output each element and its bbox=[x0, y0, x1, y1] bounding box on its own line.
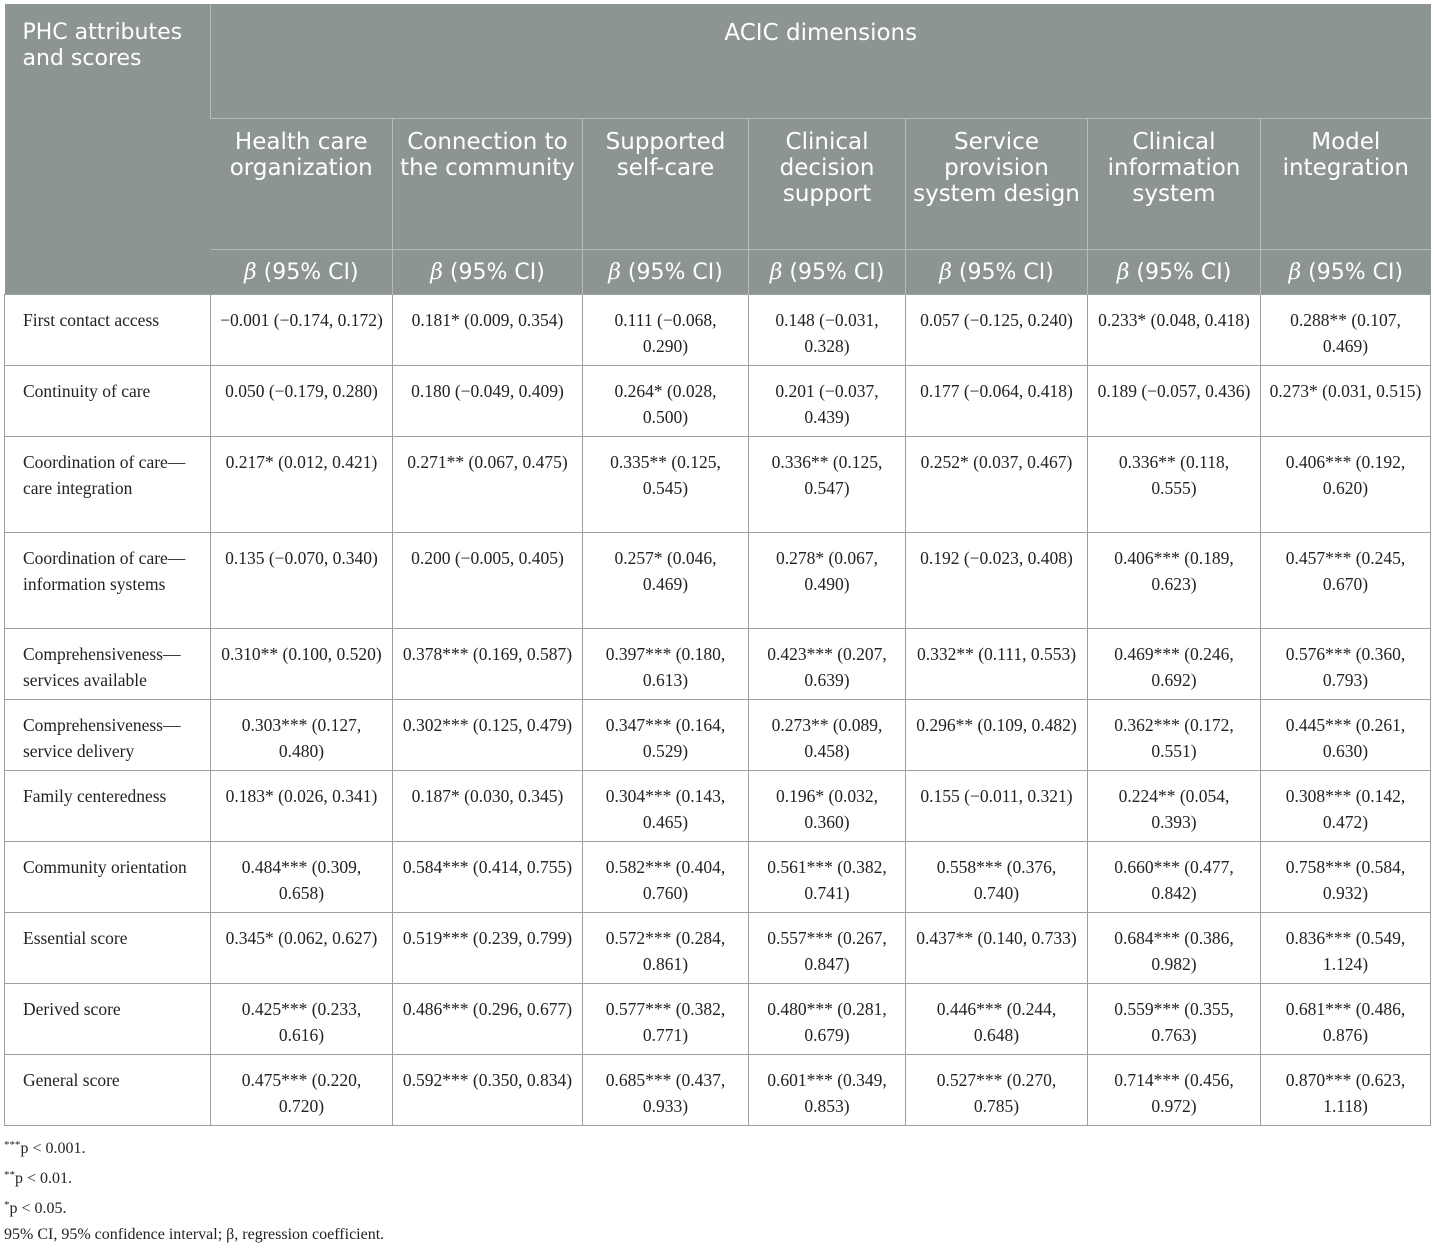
row-label: Essential score bbox=[5, 913, 211, 984]
table-header bbox=[5, 4, 1431, 295]
table-row bbox=[5, 984, 1431, 1055]
table-cell: 0.425*** (0.233, 0.616) bbox=[211, 984, 393, 1055]
table-cell: 0.336** (0.125, 0.547) bbox=[749, 437, 906, 533]
table-cell: 0.484*** (0.309, 0.658) bbox=[211, 842, 393, 913]
table-cell: 0.200 (−0.005, 0.405) bbox=[393, 533, 583, 629]
table-cell: 0.758*** (0.584, 0.932) bbox=[1261, 842, 1431, 913]
table-cell: 0.486*** (0.296, 0.677) bbox=[393, 984, 583, 1055]
table-cell: 0.576*** (0.360, 0.793) bbox=[1261, 629, 1431, 700]
beta-header: β (95% CI) bbox=[1261, 250, 1431, 295]
row-label: Coordination of care—information systems bbox=[5, 533, 211, 629]
table-cell: 0.187* (0.030, 0.345) bbox=[393, 771, 583, 842]
beta-header: β (95% CI) bbox=[749, 250, 906, 295]
table-cell: 0.135 (−0.070, 0.340) bbox=[211, 533, 393, 629]
dimension-header: Health care organization bbox=[211, 119, 393, 250]
beta-header: β (95% CI) bbox=[906, 250, 1088, 295]
dimension-header: Model integration bbox=[1261, 119, 1431, 250]
table-cell: 0.304*** (0.143, 0.465) bbox=[583, 771, 749, 842]
table-row bbox=[5, 437, 1431, 533]
table-cell: 0.278* (0.067, 0.490) bbox=[749, 533, 906, 629]
table-cell: 0.572*** (0.284, 0.861) bbox=[583, 913, 749, 984]
table-cell: 0.273* (0.031, 0.515) bbox=[1261, 366, 1431, 437]
table-cell: 0.183* (0.026, 0.341) bbox=[211, 771, 393, 842]
table-cell: 0.681*** (0.486, 0.876) bbox=[1261, 984, 1431, 1055]
table-cell: 0.308*** (0.142, 0.472) bbox=[1261, 771, 1431, 842]
table-cell: 0.592*** (0.350, 0.834) bbox=[393, 1055, 583, 1126]
beta-header: β (95% CI) bbox=[583, 250, 749, 295]
table-row bbox=[5, 700, 1431, 771]
table-cell: 0.557*** (0.267, 0.847) bbox=[749, 913, 906, 984]
table-cell: 0.057 (−0.125, 0.240) bbox=[906, 295, 1088, 366]
table-cell: 0.685*** (0.437, 0.933) bbox=[583, 1055, 749, 1126]
table-cell: 0.180 (−0.049, 0.409) bbox=[393, 366, 583, 437]
dimension-header: Service provision system design bbox=[906, 119, 1088, 250]
regression-table bbox=[4, 4, 1431, 1126]
table-cell: 0.558*** (0.376, 0.740) bbox=[906, 842, 1088, 913]
table-cell: 0.155 (−0.011, 0.321) bbox=[906, 771, 1088, 842]
table-cell: 0.660*** (0.477, 0.842) bbox=[1088, 842, 1261, 913]
table-body bbox=[5, 295, 1431, 1126]
table-cell: 0.302*** (0.125, 0.479) bbox=[393, 700, 583, 771]
table-cell: 0.296** (0.109, 0.482) bbox=[906, 700, 1088, 771]
dimension-header: Clinical information system bbox=[1088, 119, 1261, 250]
table-cell: 0.714*** (0.456, 0.972) bbox=[1088, 1055, 1261, 1126]
beta-header: β (95% CI) bbox=[211, 250, 393, 295]
row-label: Derived score bbox=[5, 984, 211, 1055]
table-cell: 0.192 (−0.023, 0.408) bbox=[906, 533, 1088, 629]
table-cell: 0.684*** (0.386, 0.982) bbox=[1088, 913, 1261, 984]
table-container bbox=[4, 4, 1430, 1248]
table-cell: 0.870*** (0.623, 1.118) bbox=[1261, 1055, 1431, 1126]
dimension-header: Connection to the community bbox=[393, 119, 583, 250]
table-row bbox=[5, 1055, 1431, 1126]
table-cell: 0.233* (0.048, 0.418) bbox=[1088, 295, 1261, 366]
table-cell: 0.406*** (0.192, 0.620) bbox=[1261, 437, 1431, 533]
row-label: Family centeredness bbox=[5, 771, 211, 842]
row-label: Community orientation bbox=[5, 842, 211, 913]
table-cell: 0.345* (0.062, 0.627) bbox=[211, 913, 393, 984]
table-cell: 0.050 (−0.179, 0.280) bbox=[211, 366, 393, 437]
table-cell: 0.561*** (0.382, 0.741) bbox=[749, 842, 906, 913]
beta-header: β (95% CI) bbox=[1088, 250, 1261, 295]
beta-header-row bbox=[5, 250, 1431, 295]
table-cell: 0.559*** (0.355, 0.763) bbox=[1088, 984, 1261, 1055]
table-cell: 0.437** (0.140, 0.733) bbox=[906, 913, 1088, 984]
table-cell: 0.332** (0.111, 0.553) bbox=[906, 629, 1088, 700]
table-cell: 0.397*** (0.180, 0.613) bbox=[583, 629, 749, 700]
table-cell: 0.527*** (0.270, 0.785) bbox=[906, 1055, 1088, 1126]
table-cell: −0.001 (−0.174, 0.172) bbox=[211, 295, 393, 366]
table-cell: 0.111 (−0.068, 0.290) bbox=[583, 295, 749, 366]
row-label: First contact access bbox=[5, 295, 211, 366]
table-cell: 0.347*** (0.164, 0.529) bbox=[583, 700, 749, 771]
table-cell: 0.480*** (0.281, 0.679) bbox=[749, 984, 906, 1055]
stub-header: PHC attributes and scores bbox=[5, 4, 211, 295]
table-cell: 0.362*** (0.172, 0.551) bbox=[1088, 700, 1261, 771]
table-footnotes bbox=[4, 1132, 1430, 1248]
row-label: Comprehensiveness—services available bbox=[5, 629, 211, 700]
table-cell: 0.584*** (0.414, 0.755) bbox=[393, 842, 583, 913]
table-cell: 0.181* (0.009, 0.354) bbox=[393, 295, 583, 366]
beta-header: β (95% CI) bbox=[393, 250, 583, 295]
table-cell: 0.224** (0.054, 0.393) bbox=[1088, 771, 1261, 842]
row-label: Comprehensiveness—service delivery bbox=[5, 700, 211, 771]
dimension-header-row bbox=[5, 119, 1431, 250]
footnote: *p < 0.05. bbox=[4, 1199, 67, 1217]
table-cell: 0.273** (0.089, 0.458) bbox=[749, 700, 906, 771]
table-cell: 0.252* (0.037, 0.467) bbox=[906, 437, 1088, 533]
table-cell: 0.519*** (0.239, 0.799) bbox=[393, 913, 583, 984]
table-cell: 0.177 (−0.064, 0.418) bbox=[906, 366, 1088, 437]
footnote: 95% CI, 95% confidence interval; β, regression coefficient. bbox=[4, 1226, 385, 1243]
table-cell: 0.445*** (0.261, 0.630) bbox=[1261, 700, 1431, 771]
table-cell: 0.577*** (0.382, 0.771) bbox=[583, 984, 749, 1055]
table-row bbox=[5, 913, 1431, 984]
table-cell: 0.196* (0.032, 0.360) bbox=[749, 771, 906, 842]
table-cell: 0.335** (0.125, 0.545) bbox=[583, 437, 749, 533]
table-row bbox=[5, 533, 1431, 629]
table-cell: 0.303*** (0.127, 0.480) bbox=[211, 700, 393, 771]
table-cell: 0.264* (0.028, 0.500) bbox=[583, 366, 749, 437]
table-cell: 0.475*** (0.220, 0.720) bbox=[211, 1055, 393, 1126]
table-cell: 0.288** (0.107, 0.469) bbox=[1261, 295, 1431, 366]
table-cell: 0.257* (0.046, 0.469) bbox=[583, 533, 749, 629]
table-cell: 0.406*** (0.189, 0.623) bbox=[1088, 533, 1261, 629]
table-cell: 0.201 (−0.037, 0.439) bbox=[749, 366, 906, 437]
table-row bbox=[5, 366, 1431, 437]
table-row bbox=[5, 842, 1431, 913]
table-cell: 0.378*** (0.169, 0.587) bbox=[393, 629, 583, 700]
table-cell: 0.423*** (0.207, 0.639) bbox=[749, 629, 906, 700]
footnote: ***p < 0.001. bbox=[4, 1139, 86, 1157]
table-cell: 0.217* (0.012, 0.421) bbox=[211, 437, 393, 533]
table-cell: 0.446*** (0.244, 0.648) bbox=[906, 984, 1088, 1055]
table-cell: 0.148 (−0.031, 0.328) bbox=[749, 295, 906, 366]
table-cell: 0.189 (−0.057, 0.436) bbox=[1088, 366, 1261, 437]
table-cell: 0.601*** (0.349, 0.853) bbox=[749, 1055, 906, 1126]
table-cell: 0.469*** (0.246, 0.692) bbox=[1088, 629, 1261, 700]
table-row bbox=[5, 771, 1431, 842]
table-row bbox=[5, 295, 1431, 366]
table-row bbox=[5, 629, 1431, 700]
table-cell: 0.310** (0.100, 0.520) bbox=[211, 629, 393, 700]
row-label: General score bbox=[5, 1055, 211, 1126]
dimension-header: Supported self-care bbox=[583, 119, 749, 250]
table-cell: 0.336** (0.118, 0.555) bbox=[1088, 437, 1261, 533]
table-cell: 0.582*** (0.404, 0.760) bbox=[583, 842, 749, 913]
table-cell: 0.457*** (0.245, 0.670) bbox=[1261, 533, 1431, 629]
footnote: **p < 0.01. bbox=[4, 1169, 73, 1187]
table-cell: 0.836*** (0.549, 1.124) bbox=[1261, 913, 1431, 984]
dimension-header: Clinical decision support bbox=[749, 119, 906, 250]
row-label: Continuity of care bbox=[5, 366, 211, 437]
group-header: ACIC dimensions bbox=[211, 4, 1431, 119]
table-cell: 0.271** (0.067, 0.475) bbox=[393, 437, 583, 533]
row-label: Coordination of care—care integration bbox=[5, 437, 211, 533]
